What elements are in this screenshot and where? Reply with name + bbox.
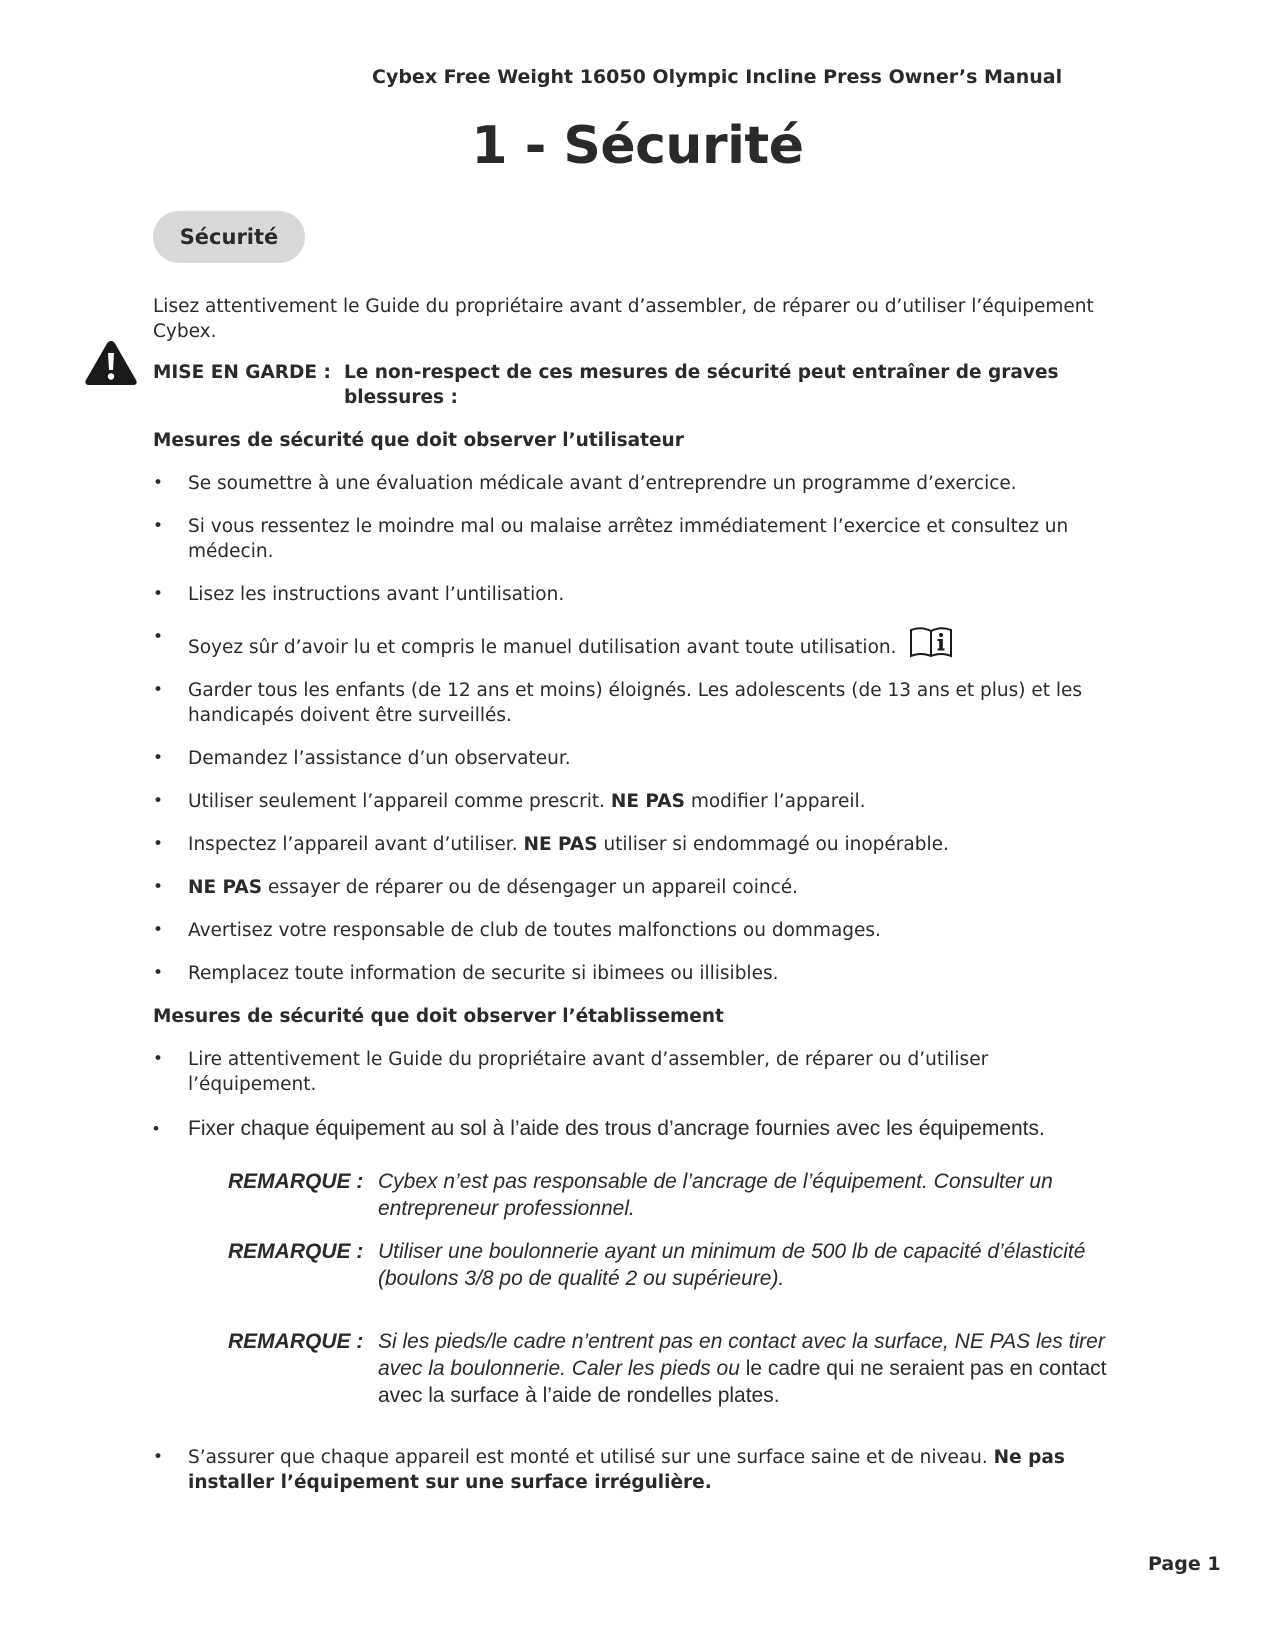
manual-info-icon <box>908 625 954 659</box>
warning-triangle-icon <box>83 338 139 388</box>
bullet-mark: • <box>153 877 164 897</box>
list-item <box>153 918 1113 943</box>
safety-content <box>153 294 1113 1513</box>
bullet-mark: • <box>153 791 164 811</box>
warning-block <box>153 360 1113 410</box>
user-section-heading: Mesures de sécurité que doit observer l’utilisateur <box>153 430 684 451</box>
list-item-text <box>188 875 1113 900</box>
list-item <box>153 471 1113 496</box>
text-run: Utiliser seulement l’appareil comme prescrit. <box>188 791 605 812</box>
bullet-mark: • <box>153 1119 159 1138</box>
emphasis: NE PAS <box>610 791 685 812</box>
list-item-text <box>188 832 1113 857</box>
list-item-text: Fixer chaque équipement au sol à l’aide des trous d’ancrage fournies avec les équipements. <box>188 1117 1045 1140</box>
note <box>228 1168 1113 1222</box>
warning-label: MISE EN GARDE : <box>153 362 331 383</box>
section-badge: Sécurité <box>153 211 305 263</box>
list-item <box>153 1115 1113 1142</box>
text-run: essayer de réparer ou de désengager un appareil coincé. <box>267 877 799 898</box>
list-item-text: Si vous ressentez le moindre mal ou malaise arrêtez immédiatement l’exercice et consultez un médecin. <box>188 516 1069 562</box>
bullet-mark: • <box>153 834 164 854</box>
text-run: modifier l’appareil. <box>690 791 866 812</box>
emphasis: NE PAS <box>188 877 263 898</box>
list-item-text: Lire attentivement le Guide du propriétaire avant d’assembler, de réparer ou d’utiliser l’équipement. <box>188 1049 989 1095</box>
bullet-mark: • <box>153 1447 164 1467</box>
note <box>228 1238 1113 1292</box>
facility-section-heading: Mesures de sécurité que doit observer l’établissement <box>153 1006 724 1027</box>
page-title: 1 - Sécurité <box>471 116 804 176</box>
list-item <box>153 1047 1113 1097</box>
text-run: utiliser si endommagé ou inopérable. <box>603 834 949 855</box>
list-item-text: Se soumettre à une évaluation médicale avant d’entreprendre un programme d’exercice. <box>188 473 1017 494</box>
note-label: REMARQUE : <box>228 1240 364 1263</box>
list-item <box>153 625 1113 660</box>
list-item <box>153 1445 1113 1495</box>
intro-paragraph: Lisez attentivement le Guide du propriétaire avant d’assembler, de réparer ou d’utiliser l’équipement Cybex. <box>153 296 1094 342</box>
emphasis: Ne pas installer l’équipement sur une surface irrégulière. <box>188 1447 1065 1493</box>
note-label: REMARQUE : <box>228 1170 364 1193</box>
list-item-text: Avertisez votre responsable de club de toutes malfonctions ou dommages. <box>188 920 881 941</box>
list-item <box>153 582 1113 607</box>
manual-header: Cybex Free Weight 16050 Olympic Incline Press Owner’s Manual <box>372 66 1063 88</box>
bullet-mark: • <box>153 516 164 536</box>
bullet-mark: • <box>153 627 164 647</box>
warning-text: Le non-respect de ces mesures de sécurité peut entraîner de graves blessures : <box>344 362 1059 408</box>
bullet-mark: • <box>153 473 164 493</box>
bullet-mark: • <box>153 1049 164 1069</box>
list-item <box>153 678 1113 728</box>
list-item-text: Lisez les instructions avant l’untilisation. <box>188 584 565 605</box>
list-item <box>153 746 1113 771</box>
notes-block <box>228 1168 1113 1409</box>
list-item-text: Remplacez toute information de securite si ibimees ou illisibles. <box>188 963 779 984</box>
emphasis: NE PAS <box>523 834 598 855</box>
list-item-text <box>188 625 1113 660</box>
list-item <box>153 514 1113 564</box>
list-item-text-main: Soyez sûr d’avoir lu et compris le manuel dutilisation avant toute utilisation. <box>188 637 897 658</box>
bullet-mark: • <box>153 920 164 940</box>
list-item <box>153 832 1113 857</box>
list-item-text: Demandez l’assistance d’un observateur. <box>188 748 571 769</box>
list-item-text <box>188 789 1113 814</box>
list-item <box>153 875 1113 900</box>
note-text: Cybex n’est pas responsable de l’ancrage de l’équipement. Consulter un entrepreneur professionnel. <box>378 1170 1053 1220</box>
text-run: Inspectez l’appareil avant d’utiliser. <box>188 834 518 855</box>
list-item-text <box>188 1445 1113 1495</box>
list-item <box>153 789 1113 814</box>
list-item-text: Garder tous les enfants (de 12 ans et moins) éloignés. Les adolescents (de 13 ans et plus) et les handicapés doivent être surveillés. <box>188 680 1083 726</box>
text-run: le cadre qui ne seraient pas en contact avec la surface à l’aide de rondelles plates. <box>378 1357 1107 1407</box>
list-item <box>153 961 1113 986</box>
note-text: Utiliser une boulonnerie ayant un minimum de 500 lb de capacité d’élasticité (boulons 3/8 po de qualité 2 ou supérieure). <box>378 1240 1086 1290</box>
bullet-mark: • <box>153 584 164 604</box>
bullet-mark: • <box>153 963 164 983</box>
text-run: S’assurer que chaque appareil est monté et utilisé sur une surface saine et de niveau. <box>188 1447 988 1468</box>
page-number: Page 1 <box>1148 1553 1221 1575</box>
bullet-mark: • <box>153 680 164 700</box>
bullet-mark: • <box>153 748 164 768</box>
note <box>228 1328 1113 1409</box>
note-text <box>378 1328 1113 1409</box>
text-run: Si les pieds/le cadre n’entrent pas en contact avec la surface, NE PAS les tirer avec la boulonnerie. Caler les pieds ou <box>378 1330 1105 1380</box>
note-label: REMARQUE : <box>228 1330 364 1353</box>
